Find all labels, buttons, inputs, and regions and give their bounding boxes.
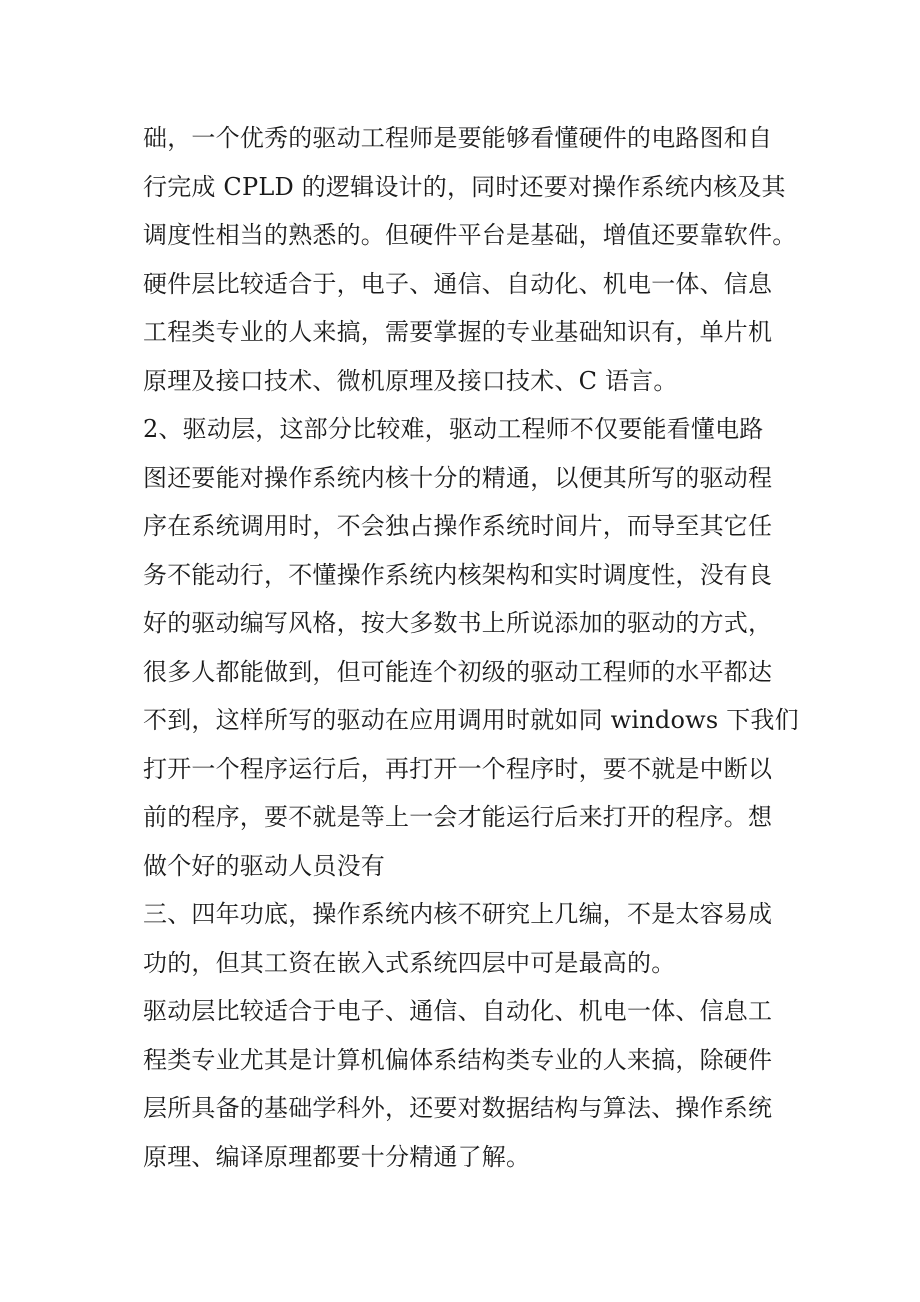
text-line: 工程类专业的人来搞，需要掌握的专业基础知识有，单片机 (143, 318, 773, 346)
text-line: 图还要能对操作系统内核十分的精通，以便其所写的驱动程 (143, 463, 773, 492)
text-line: 做个好的驱动人员没有 (143, 851, 385, 880)
text-line: 好的驱动编写风格，按大多数书上所说添加的驱动的方式， (143, 609, 773, 637)
text-line: 不到，这样所写的驱动在应用调用时就如同 windows 下我们 (143, 706, 799, 734)
text-line: 功的，但其工资在嵌入式系统四层中可是最高的。 (143, 948, 676, 977)
text-line: 很多人都能做到，但可能连个初级的驱动工程师的水平都达 (143, 657, 773, 686)
text-line: 原理、编译原理都要十分精通了解。 (143, 1142, 531, 1171)
text-line: 三、四年功底，操作系统内核不研究上几编，不是太容易成 (143, 900, 773, 928)
text-line: 调度性相当的熟悉的。但硬件平台是基础，增值还要靠软件。 (143, 221, 797, 249)
text-line: 行完成 CPLD 的逻辑设计的，同时还要对操作系统内核及其 (143, 172, 786, 201)
text-line: 序在系统调用时，不会独占操作系统时间片，而导至其它任 (143, 512, 773, 540)
text-line: 驱动层比较适合于电子、通信、自动化、机电一体、信息工 (143, 997, 773, 1025)
text-line: 打开一个程序运行后，再打开一个程序时，要不就是中断以 (143, 754, 773, 783)
text-line: 程类专业尤其是计算机偏体系结构类专业的人来搞，除硬件 (143, 1045, 773, 1074)
text-line: 务不能动行，不懂操作系统内核架构和实时调度性，没有良 (143, 560, 773, 589)
text-line: 硬件层比较适合于，电子、通信、自动化、机电一体、信息 (143, 269, 773, 298)
text-line: 前的程序，要不就是等上一会才能运行后来打开的程序。想 (143, 803, 773, 831)
body-text (143, 114, 803, 1181)
text-line: 层所具备的基础学科外，还要对数据结构与算法、操作系统 (143, 1094, 773, 1122)
text-line: 础，一个优秀的驱动工程师是要能够看懂硬件的电路图和自 (143, 124, 773, 152)
text-line: 2、驱动层，这部分比较难，驱动工程师不仅要能看懂电路 (143, 415, 764, 443)
text-line: 原理及接口技术、微机原理及接口技术、C 语言。 (143, 366, 678, 395)
